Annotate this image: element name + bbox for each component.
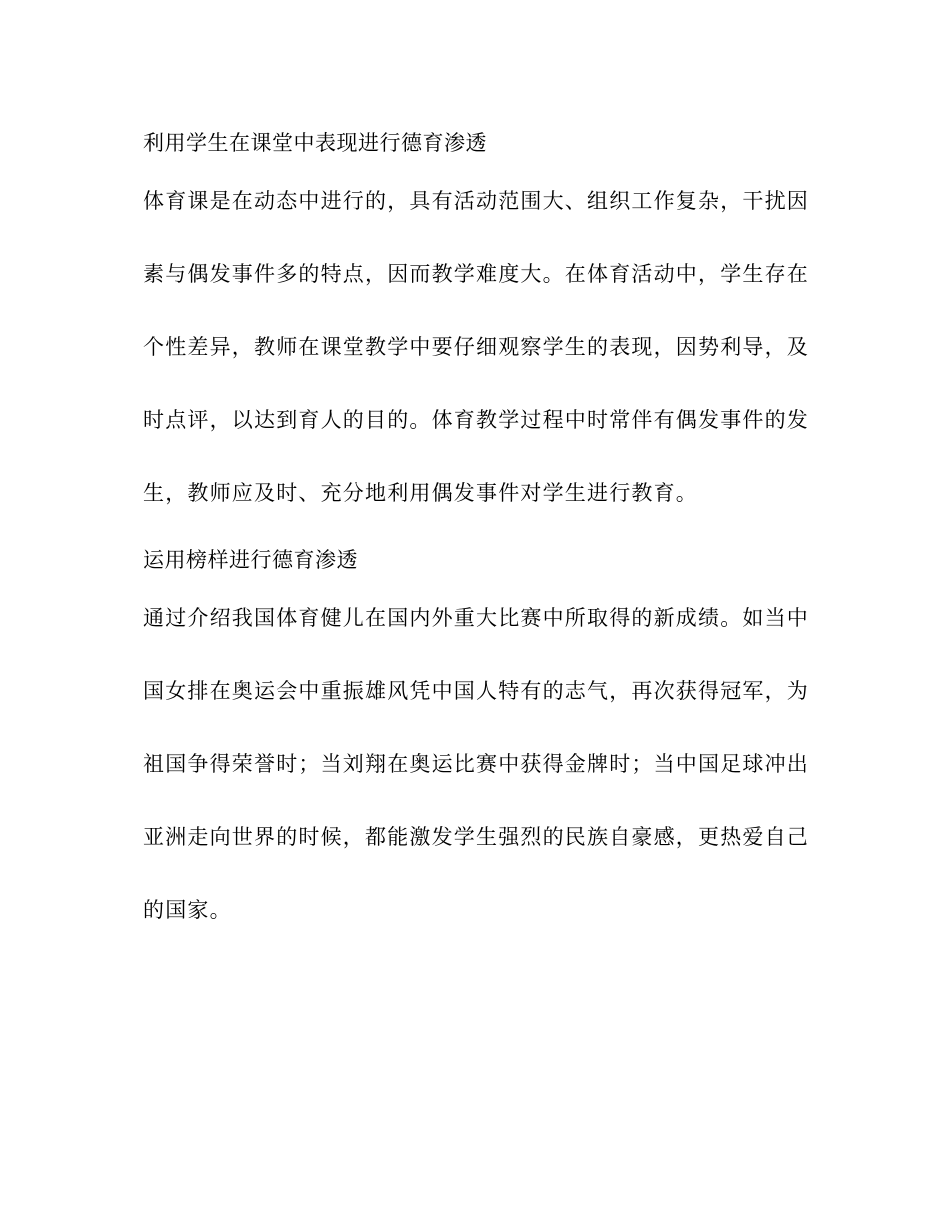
paragraph-line: 个性差异，教师在课堂教学中要仔细观察学生的表现，因势利导，及 — [143, 335, 809, 359]
paragraph-line: 国女排在奥运会中重振雄风凭中国人特有的志气，再次获得冠军，为 — [143, 679, 809, 703]
document-body — [143, 122, 809, 962]
paragraph-line: 通过介绍我国体育健儿在国内外重大比赛中所取得的新成绩。如当中 — [143, 606, 809, 630]
section-heading-classroom-performance: 利用学生在课堂中表现进行德育渗透 — [143, 131, 487, 155]
paragraph-line: 的国家。 — [143, 898, 232, 922]
section-paragraph-classroom-performance — [143, 164, 809, 545]
paragraph-line: 亚洲走向世界的时候，都能激发学生强烈的民族自豪感，更热爱自己 — [143, 825, 809, 849]
paragraph-line: 生，教师应及时、充分地利用偶发事件对学生进行教育。 — [143, 481, 698, 505]
section-paragraph-role-models — [143, 581, 809, 962]
section-heading-role-models: 运用榜样进行德育渗透 — [143, 548, 358, 572]
paragraph-line: 时点评，以达到育人的目的。体育教学过程中时常伴有偶发事件的发 — [143, 408, 809, 432]
paragraph-line: 素与偶发事件多的特点，因而教学难度大。在体育活动中，学生存在 — [143, 262, 809, 286]
paragraph-line: 祖国争得荣誉时；当刘翔在奥运比赛中获得金牌时；当中国足球冲出 — [143, 752, 809, 776]
paragraph-line: 体育课是在动态中进行的，具有活动范围大、组织工作复杂，干扰因 — [143, 189, 809, 213]
